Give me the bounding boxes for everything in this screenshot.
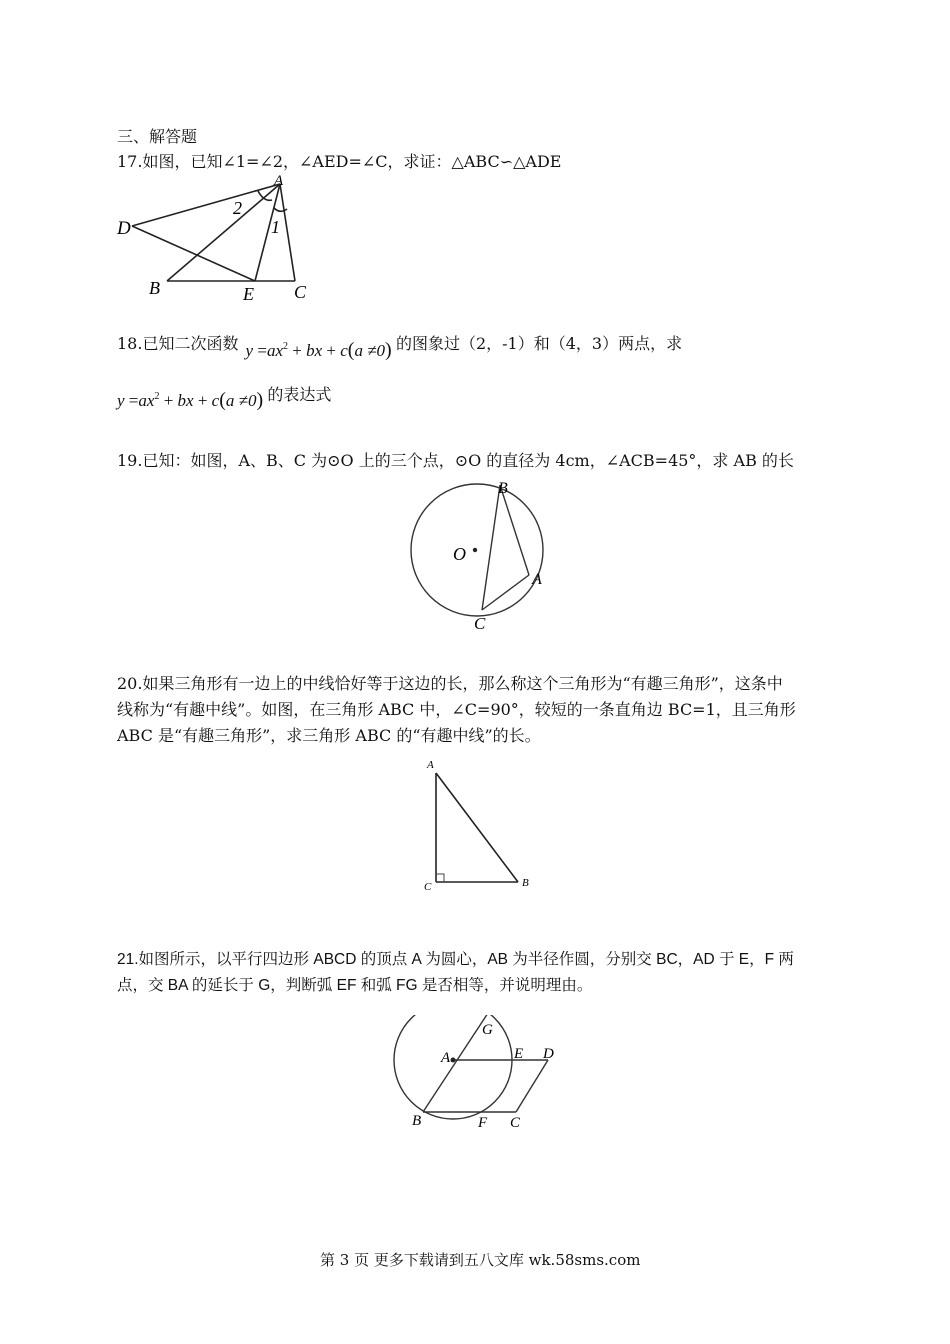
q17-text: 17.如图，已知∠1=∠2，∠AED=∠C，求证：△ABC∽△ADE	[117, 152, 562, 171]
q20-label-a: A	[427, 759, 434, 771]
q21-label-e: E	[514, 1046, 524, 1062]
q18-suffix2: 的表达式	[267, 385, 332, 404]
q20-label-c: C	[424, 881, 432, 893]
q19-text: 19.已知：如图，A、B、C 为⊙O 上的三个点，⊙O 的直径为 4cm，∠ACB=45°，求 AB 的长	[117, 451, 794, 470]
q19-figure	[395, 476, 555, 636]
q19-label-o: O	[453, 544, 466, 564]
q19-label-c: C	[474, 614, 486, 633]
q18-line2	[117, 380, 332, 411]
q21-line1: 21.如图所示，以平行四边形 ABCD 的顶点 A 为圆心，AB 为半径作圆，分别交 BC，AD 于 E，F 两	[117, 951, 794, 968]
section-title: 三、解答题	[117, 127, 198, 146]
q17-label-angle1: 1	[271, 217, 280, 237]
q20-line3: ABC 是“有趣三角形”，求三角形 ABC 的“有趣中线”的长。	[117, 726, 541, 745]
q21-label-g: G	[482, 1022, 493, 1038]
q19-label-a: A	[532, 571, 542, 588]
q21-label-a: A	[441, 1050, 451, 1066]
q21-label-d: D	[543, 1046, 554, 1062]
page-footer: 第 3 页 更多下载请到五八文库 wk.58sms.com	[320, 1251, 641, 1269]
q18-formula-1: $y =ax^2$ + bx + c(a ≠0)	[245, 339, 392, 361]
q17-label-angle2: 2	[233, 198, 242, 218]
q17-label-d: D	[117, 218, 131, 239]
q18-line1	[117, 329, 683, 361]
q21-figure	[385, 1015, 565, 1135]
q18-formula-2: $y =ax^2$ + bx + c(a ≠0)	[117, 389, 264, 411]
q20-line1: 20.如果三角形有一边上的中线恰好等于这边的长，那么称这个三角形为“有趣三角形”，这条中	[117, 674, 783, 693]
q21-label-f: F	[478, 1115, 488, 1131]
q17-figure	[112, 170, 322, 305]
q18-suffix1: 的图象过（2，-1）和（4，3）两点，求	[395, 334, 683, 353]
q20-label-b: B	[522, 877, 529, 889]
q17-label-a: A	[274, 173, 284, 189]
q21-line2: 点，交 BA 的延长于 G，判断弧 EF 和弧 FG 是否相等，并说明理由。	[117, 977, 593, 994]
q19-label-b: B	[498, 480, 508, 497]
q21-label-c: C	[510, 1115, 521, 1131]
q18-prefix: 18.已知二次函数	[117, 334, 239, 353]
q17-label-e: E	[243, 284, 254, 304]
q17-label-b: B	[149, 278, 160, 298]
q20-line2: 线称为“有趣中线”。如图，在三角形 ABC 中，∠C=90°，较短的一条直角边 BC=1，且三角形	[117, 700, 796, 719]
q21-label-b: B	[412, 1113, 422, 1129]
q17-label-c: C	[294, 282, 307, 302]
q20-figure	[418, 753, 543, 898]
